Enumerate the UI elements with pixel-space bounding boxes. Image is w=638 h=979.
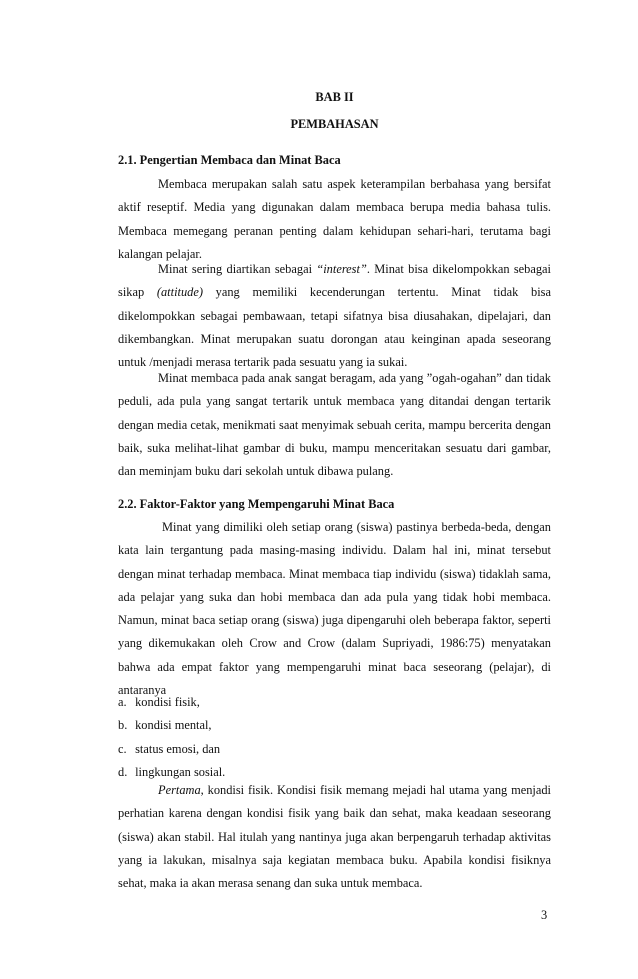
subsection-heading-2-1: 2.1. Pengertian Membaca dan Minat Baca [118, 153, 341, 167]
paragraph-minat-text-a: Minat sering diartikan sebagai [158, 262, 317, 276]
term-interest: “interest” [316, 262, 367, 276]
list-marker: a. [118, 695, 127, 709]
list-item-text: lingkungan sosial. [135, 764, 226, 779]
term-attitude: (attitude) [156, 285, 203, 300]
list-item-text: status emosi, dan [135, 741, 221, 756]
paragraph-kondisi-fisik [118, 779, 551, 895]
list-item [118, 738, 551, 761]
section-title: PEMBAHASAN [290, 117, 379, 131]
list-item [118, 714, 551, 737]
list-item-text: kondisi fisik, [135, 695, 200, 709]
chapter-label: BAB II [315, 90, 354, 104]
paragraph-kondisi-fisik-text: , kondisi fisik. Kondisi fisik memang mejadi hal utama yang menjadi perhatian karena dengan kondisi fisik yang baik dan sehat, maka keadaan seseorang (siswa) akan stabil. Hal itulah yang nantinya juga akan berpengaruh terhadap aktivitas yang ia lakukan, misalnya saja kegiatan membaca buku. Apabila kondisi fisiknya sehat, maka ia akan merasa senang dan suka untuk membaca. [118, 783, 551, 891]
list-item [118, 691, 551, 714]
paragraph-minat-text-c: yang memiliki kecenderungan tertentu. Minat tidak bisa dikelompokkan sebagai pembawaan, tetapi sifatnya bisa diusahakan, dipelajari, dan dikembangkan. Minat merupakan suatu dorongan atau keinginan apada seseorang untuk /menjadi merasa tertarik pada sesuatu yang ia sukai. [118, 285, 551, 370]
page-number: 3 [541, 908, 548, 922]
list-item-text: kondisi mental, [135, 718, 212, 733]
factor-list [118, 691, 551, 784]
list-marker: b. [118, 718, 128, 733]
subsection-heading-2-2: 2.2. Faktor-Faktor yang Mempengaruhi Minat Baca [118, 497, 395, 511]
paragraph-minat-membaca: Minat membaca pada anak sangat beragam, ada yang ”ogah-ogahan” dan tidak peduli, ada pula yang sangat tertarik untuk membaca yang ditandai dengan tertarik dengan media cetak, menikmati saat menyimak sebuah cerita, mampu bercerita dengan baik, suka melihat-lihat gambar di buku, mampu menceritakan sesuatu dari gambar, dan meminjam buku dari sekolah untuk dibawa pulang. [118, 371, 551, 479]
paragraph-minat-text-b: . Minat bisa dikelompokkan sebagai sikap [118, 262, 551, 300]
paragraph-membaca: Membaca merupakan salah satu aspek keterampilan berbahasa yang bersifat aktif reseptif. Media yang digunakan dalam membaca berupa media bahasa tulis. Membaca memegang peranan penting dalam kehidupan sehari-hari, terutama bagi kalangan pelajar. [118, 177, 551, 261]
list-marker: c. [118, 741, 127, 756]
term-pertama: Pertama [158, 783, 201, 797]
paragraph-minat [118, 258, 551, 374]
list-marker: d. [118, 764, 128, 779]
paragraph-faktor: Minat yang dimiliki oleh setiap orang (siswa) pastinya berbeda-beda, dengan kata lain tergantung pada masing-masing individu. Dalam hal ini, minat tersebut dengan minat terhadap membaca. Minat membaca tiap individu (siswa) tidaklah sama, ada pelajar yang suka dan hobi membaca dan ada pula yang tidak hobi membaca. Namun, minat baca setiap orang (siswa) juga dipengaruhi oleh beberapa faktor, seperti yang dikemukakan oleh Crow and Crow (dalam Supriyadi, 1986:75) menyatakan bahwa ada empat faktor yang mempengaruhi minat baca seseorang (pelajar), di antaranya [118, 520, 551, 698]
